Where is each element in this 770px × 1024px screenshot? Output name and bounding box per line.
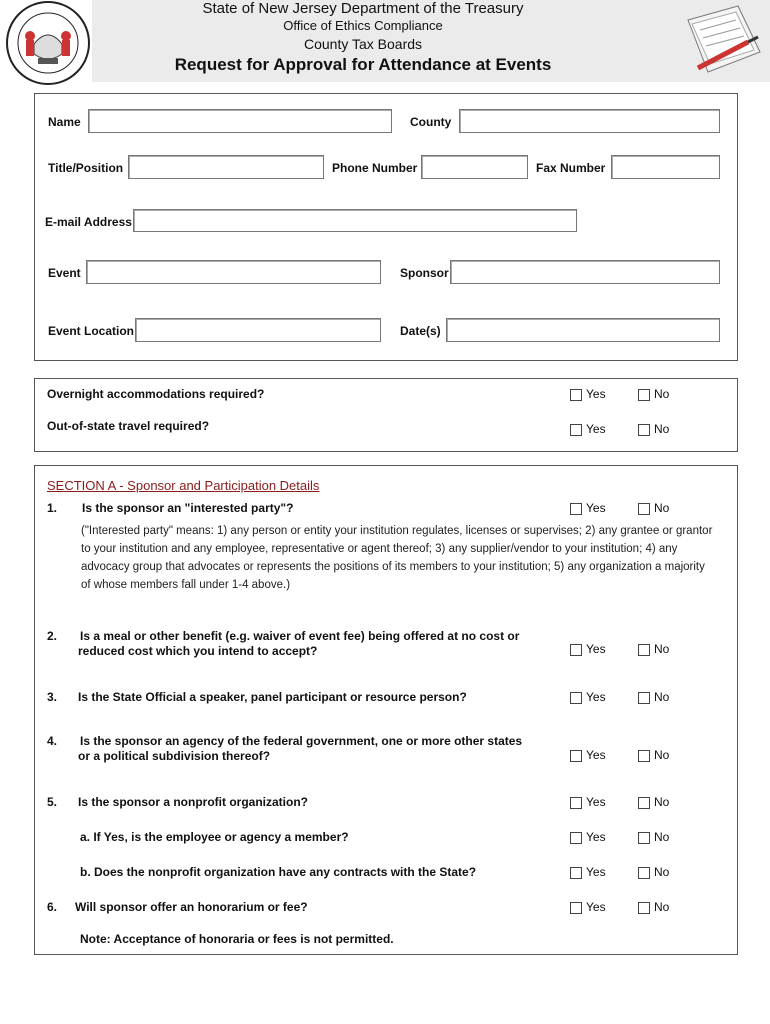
q5-number: 5. [47,795,58,809]
q6-no-label: No [654,900,670,914]
overnight-no-checkbox[interactable] [638,389,650,401]
county-input[interactable] [459,109,720,133]
q4-text-line-2: or a political subdivision thereof? [78,749,271,763]
q4-no-checkbox[interactable] [638,750,650,762]
q2-text-line-1: Is a meal or other benefit (e.g. waiver of event fee) being offered at no cost or [80,629,520,643]
q5b-text: b. Does the nonprofit organization have any contracts with the State? [80,865,477,879]
q2-number: 2. [47,629,58,643]
dates-input[interactable] [446,318,720,342]
dates-label: Date(s) [400,324,441,338]
q6-yes-checkbox[interactable] [570,902,582,914]
q3-number: 3. [47,690,58,704]
q2-text-line-2: reduced cost which you intend to accept? [78,644,318,658]
q1-note-line-2: to your institution and any employee, representative or agent thereof; 3) any supplier/vendor to your institution; 4) any [81,543,678,555]
form-title: Request for Approval for Attendance at Events [174,55,552,74]
phone-input[interactable] [421,155,528,179]
q5a-yes-checkbox[interactable] [570,832,582,844]
q5a-text: a. If Yes, is the employee or agency a member? [80,830,349,844]
out-of-state-yes-label: Yes [586,422,606,436]
honoraria-note: Note: Acceptance of honoraria or fees is not permitted. [80,932,394,946]
q4-number: 4. [47,734,58,748]
q1-note-line-1: ("Interested party" means: 1) any person or entity your institution regulates, licenses or supervises; 2) any grantee or grantor [81,525,713,537]
q1-no-checkbox[interactable] [638,503,650,515]
q2-no-checkbox[interactable] [638,644,650,656]
overnight-no-label: No [654,387,670,401]
q1-yes-label: Yes [586,501,606,515]
office-heading: Office of Ethics Compliance [283,18,443,33]
out-of-state-question: Out-of-state travel required? [47,419,210,433]
q2-no-label: No [654,642,670,656]
q2-yes-label: Yes [586,642,606,656]
q4-yes-checkbox[interactable] [570,750,582,762]
title-position-label: Title/Position [48,161,124,175]
county-label: County [410,115,452,129]
q3-yes-label: Yes [586,690,606,704]
email-input[interactable] [133,209,577,232]
q5a-yes-label: Yes [586,830,606,844]
q5b-yes-checkbox[interactable] [570,867,582,879]
q5a-no-checkbox[interactable] [638,832,650,844]
q5b-no-checkbox[interactable] [638,867,650,879]
q6-no-checkbox[interactable] [638,902,650,914]
out-of-state-no-checkbox[interactable] [638,424,650,436]
event-location-input[interactable] [135,318,381,342]
q1-no-label: No [654,501,670,515]
overnight-yes-checkbox[interactable] [570,389,582,401]
q1-yes-checkbox[interactable] [570,503,582,515]
q3-text: Is the State Official a speaker, panel participant or resource person? [78,690,467,704]
q4-text-line-1: Is the sponsor an agency of the federal government, one or more other states [80,734,523,748]
sponsor-label: Sponsor [400,266,449,280]
name-input[interactable] [88,109,392,133]
email-label: E-mail Address [45,215,132,229]
fax-input[interactable] [611,155,720,179]
q5-yes-label: Yes [586,795,606,809]
q1-note-line-3: advocacy group that advocates or represents the positions of its members to your institution; 5) any organization a majority [81,561,705,573]
q5b-no-label: No [654,865,670,879]
q5a-no-label: No [654,830,670,844]
q4-yes-label: Yes [586,748,606,762]
sponsor-input[interactable] [450,260,720,284]
q3-no-checkbox[interactable] [638,692,650,704]
event-input[interactable] [86,260,381,284]
q4-no-label: No [654,748,670,762]
department-heading: State of New Jersey Department of the Treasury [202,0,524,17]
out-of-state-no-label: No [654,422,670,436]
overnight-yes-label: Yes [586,387,606,401]
out-of-state-yes-checkbox[interactable] [570,424,582,436]
q3-yes-checkbox[interactable] [570,692,582,704]
title-position-input[interactable] [128,155,324,179]
q1-note-line-4: of whose members fall under 1-4 above.) [81,579,291,591]
event-location-label: Event Location [48,324,135,338]
section-a-title: SECTION A - Sponsor and Participation Details [47,478,320,493]
board-heading: County Tax Boards [303,36,423,52]
q6-number: 6. [47,900,58,914]
overnight-question: Overnight accommodations required? [47,387,265,401]
q5b-yes-label: Yes [586,865,606,879]
fax-label: Fax Number [536,161,606,175]
q6-text: Will sponsor offer an honorarium or fee? [75,900,308,914]
q5-yes-checkbox[interactable] [570,797,582,809]
q6-yes-label: Yes [586,900,606,914]
event-label: Event [48,266,81,280]
q1-number: 1. [47,501,58,515]
document-pen-image [678,2,766,80]
q5-text: Is the sponsor a nonprofit organization? [78,795,308,809]
q5-no-label: No [654,795,670,809]
name-label: Name [48,115,81,129]
phone-label: Phone Number [332,161,418,175]
q3-no-label: No [654,690,670,704]
q5-no-checkbox[interactable] [638,797,650,809]
q2-yes-checkbox[interactable] [570,644,582,656]
q1-text: Is the sponsor an "interested party"? [82,501,294,515]
